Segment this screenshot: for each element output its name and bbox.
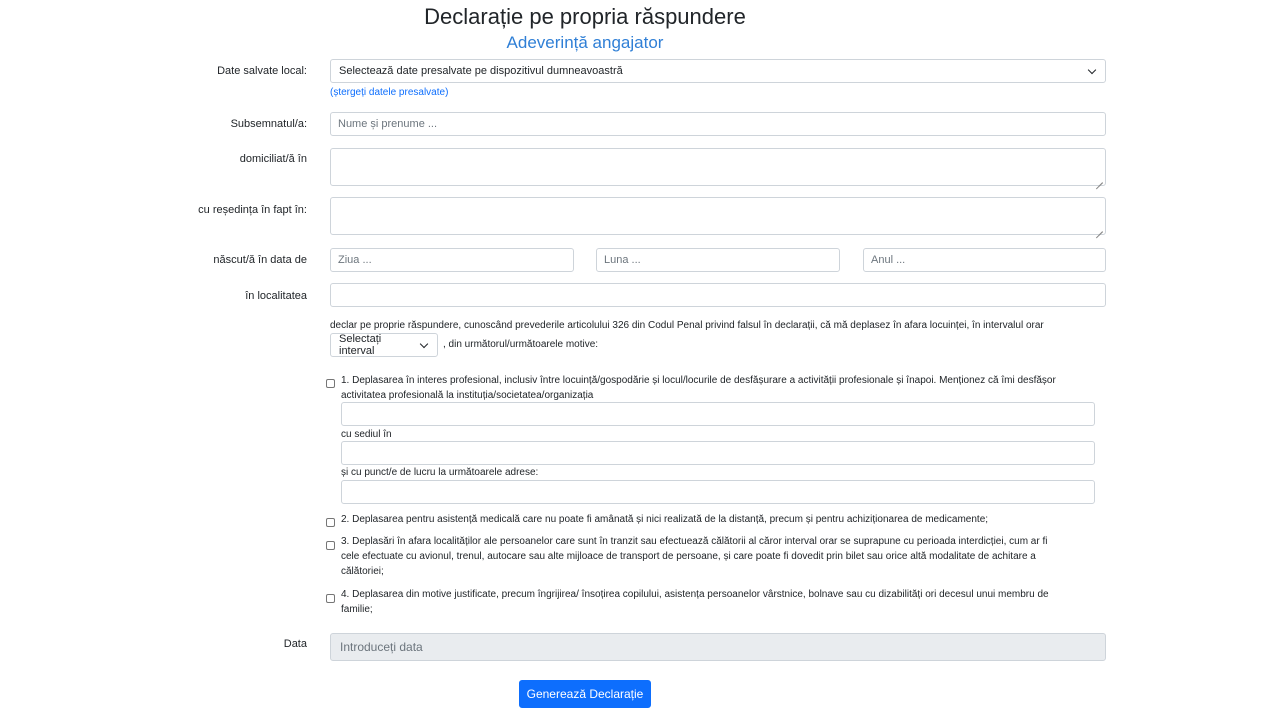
page-subtitle: Adeverință angajator (506, 33, 664, 52)
reason-4-checkbox[interactable] (326, 594, 335, 603)
reason-1-line-1: 1. Deplasarea în interes profesional, inclusiv între locuință/gospodărie și locul/locurile de desfășurare a activității profesionale și înapoi. Menționez că îmi desfășor (341, 375, 1056, 386)
reason-3-checkbox[interactable] (326, 541, 335, 550)
residence-textarea[interactable] (330, 197, 1106, 235)
birth-date-label: născut/ă în data de (213, 254, 307, 266)
work-points-label: și cu punct/e de lucru la următoarele adrese: (341, 467, 539, 478)
motives-suffix: , din următorul/următoarele motive: (443, 339, 599, 350)
reason-1-checkbox[interactable] (326, 379, 335, 388)
clear-saved-data-link[interactable]: (ștergeți datele presalvate) (330, 87, 449, 98)
reason-2-text: 2. Deplasarea pentru asistență medicală care nu poate fi amânată și nici realizată de la distanță, precum și pentru achiziționarea de medicamente; (341, 514, 989, 525)
reason-4-text (341, 587, 1111, 617)
date-label: Data (283, 638, 307, 650)
chevron-down-icon (1087, 66, 1097, 76)
reason-1-text (341, 373, 1111, 403)
resize-grip-icon[interactable] (1096, 176, 1103, 183)
reason-3-line-1: 3. Deplasări în afara localităților ale persoanelor care sunt în tranzit sau efectuează călătorii al căror interval orar se suprapune cu perioada interdicției, cum ar fi (341, 536, 1048, 547)
reason-2-checkbox[interactable] (326, 518, 335, 527)
generate-declaration-button[interactable]: Generează Declarație (519, 680, 651, 708)
reason-1-line-2: activitatea profesională la instituția/societatea/organizația (341, 390, 594, 401)
name-input-placeholder: Nume și prenume ... (338, 118, 438, 130)
locality-input[interactable] (330, 283, 1106, 307)
seat-label: cu sediul în (341, 429, 392, 440)
declaration-text: declar pe proprie răspundere, cunoscând prevederile articolului 326 din Codul Penal privind falsul în declarații, că mă deplasez în afara locuinței, în intervalul orar (330, 320, 1044, 331)
reason-3-text (341, 534, 1111, 579)
organization-input[interactable] (341, 402, 1095, 426)
seat-input[interactable] (341, 441, 1095, 465)
page-title: Declarație pe propria răspundere (424, 4, 746, 29)
reason-4-line-1: 4. Deplasarea din motive justificate, precum îngrijirea/ însoțirea copilului, asistența persoanelor vârstnice, bolnave sau cu dizabilități ori decesul unui membru de (341, 589, 1049, 600)
chevron-down-icon (419, 340, 429, 350)
localitate-label: în localitatea (245, 290, 307, 302)
domiciliat-label: domiciliat/ă în (239, 153, 307, 165)
reason-4-line-2: familie; (341, 604, 373, 615)
birth-day-input[interactable] (330, 248, 574, 272)
birth-year-input[interactable] (863, 248, 1106, 272)
interval-select-value: Selectați interval (339, 333, 382, 357)
subsemnatul-label: Subsemnatul/a: (230, 118, 307, 130)
saved-data-select-value: Selectează date presalvate pe dispozitivul dumneavoastră (339, 65, 623, 77)
name-input[interactable] (330, 112, 1106, 136)
birth-year-placeholder: Anul ... (871, 254, 906, 266)
work-points-input[interactable] (341, 480, 1095, 504)
reason-3-line-3: călătoriei; (341, 566, 384, 577)
reason-3-line-2: cele efectuate cu avionul, trenul, autocare sau alte mijloace de transport de persoane, și care poate fi dovedit prin bilet sau orice altă modalitate de achitare a (341, 551, 1036, 562)
birth-month-placeholder: Luna ... (604, 254, 641, 266)
resedinta-label: cu reședința în fapt în: (198, 204, 307, 216)
saved-data-label: Date salvate local: (217, 65, 307, 77)
date-input-placeholder: Introduceți data (340, 640, 423, 654)
birth-month-input[interactable] (596, 248, 840, 272)
domicile-textarea[interactable] (330, 148, 1106, 186)
interval-select[interactable] (330, 333, 438, 357)
birth-day-placeholder: Ziua ... (338, 254, 372, 266)
date-input[interactable] (330, 633, 1106, 661)
resize-grip-icon[interactable] (1096, 225, 1103, 232)
saved-data-select[interactable] (330, 59, 1106, 83)
